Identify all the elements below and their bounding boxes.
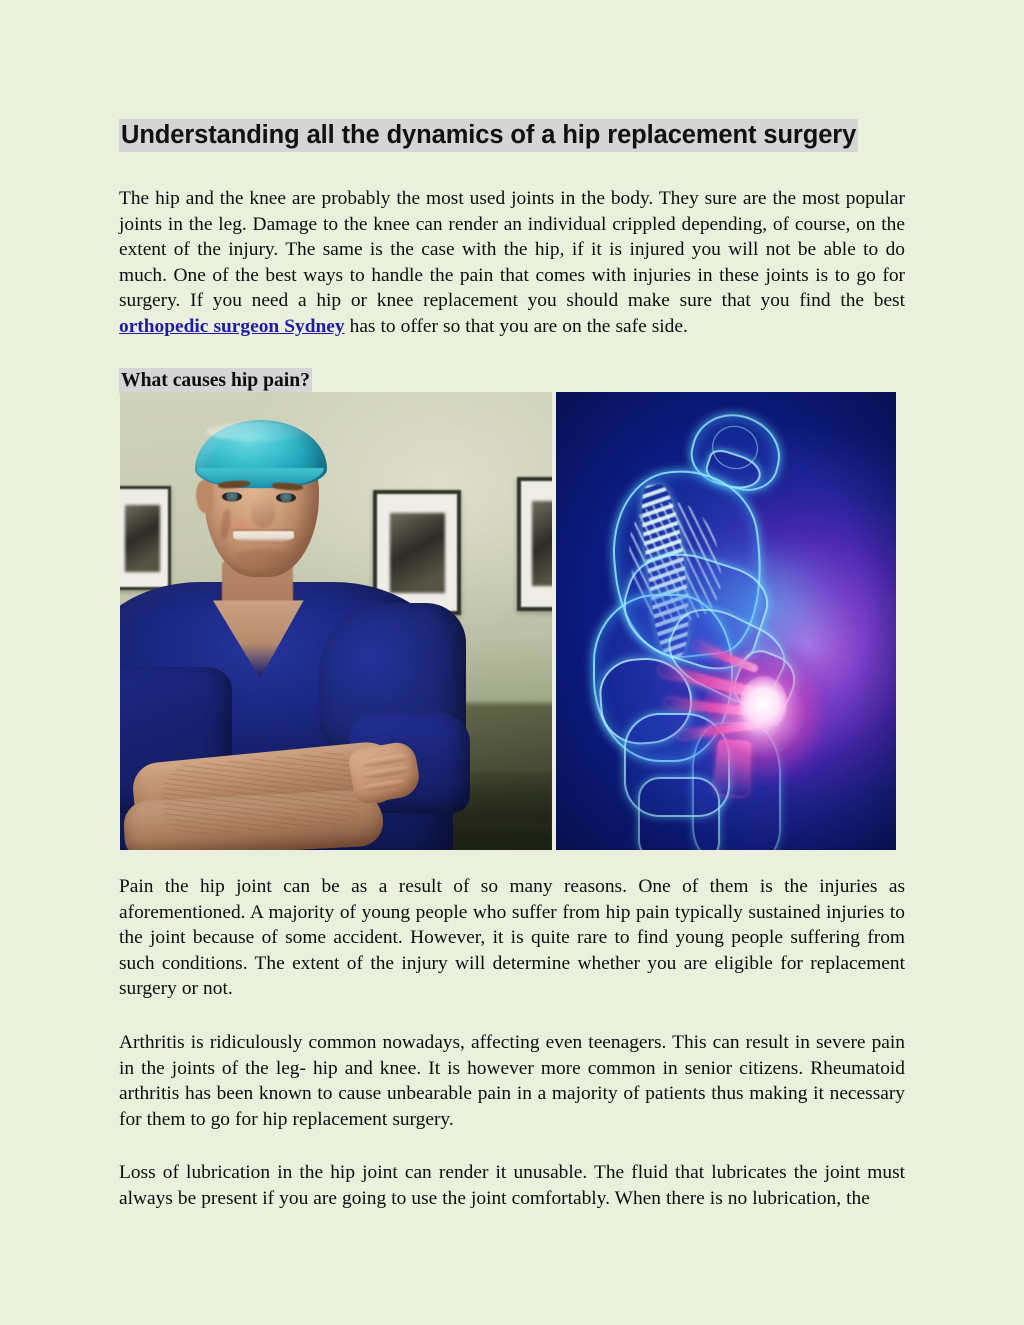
surgeon-ear [196, 480, 213, 513]
page-title-wrapper [119, 118, 905, 158]
surgical-cap-fold-highlight [206, 422, 310, 441]
surgeon-photo [120, 392, 552, 850]
paragraph-lubrication: Loss of lubrication in the hip joint can render it unusable. The fluid that lubricates the joint must always be present if you are going to use the joint comfortably. When there is no lubrication, the [119, 1162, 905, 1209]
article-content-lower [119, 874, 905, 1212]
paragraph-intro [119, 186, 905, 340]
surgeon-figure [120, 392, 552, 850]
paragraph-arthritis: Arthritis is ridiculously common nowadays, affecting even teenagers. This can result in severe pain in the joints of the leg- hip and knee. It is however more common in senior citizens. Rheumatoid arthritis has been known to cause unbearable pain in a majority of patients thus making it necessary for them to go for hip replacement surgery. [119, 1031, 905, 1130]
knee-pain-illustration [556, 392, 896, 850]
spacer-after-title [119, 158, 905, 186]
paragraph-intro-text-after-link: has to offer so that you are on the safe side. [344, 315, 688, 337]
surgeon-smiling-mouth [233, 531, 293, 543]
paragraph-hip-pain-causes: Pain the hip joint can be as a result of so many reasons. One of them is the injuries as aforementioned. A majority of young people who suffer from hip pain typically sustained injuries to the joint because of some accident. However, it is quite rare to find young people suffering from such conditions. The extent of the injury will determine whether you are eligible for replacement surgery or not. [119, 876, 905, 1000]
paragraph-intro-text-before-link: The hip and the knee are probably the most used joints in the body. They sure are the most popular joints in the leg. Damage to the knee can render an individual crippled depending, of course, on the extent of the injury. The same is the case with the hip, if it is injured you will not be able to do much. One of the best ways to handle the pain that comes with injuries in these joints is to go for surgery. If you need a hip or knee replacement you should make sure that you find the best [119, 188, 905, 312]
image-band [120, 392, 896, 850]
subheading-what-causes-hip-pain: What causes hip pain? [119, 368, 312, 394]
surgeon-left-eye [222, 492, 242, 501]
page-title: Understanding all the dynamics of a hip replacement surgery [119, 119, 858, 152]
article-content [119, 118, 905, 395]
spacer-between-paragraphs [119, 1002, 905, 1030]
surgeon-nose [251, 498, 274, 528]
subheading-wrapper [119, 368, 905, 395]
spacer-between-paragraphs [119, 1132, 905, 1160]
spacer-before-subheading [119, 340, 905, 368]
anatomy-vignette [556, 392, 896, 850]
orthopedic-surgeon-sydney-link[interactable]: orthopedic surgeon Sydney [119, 315, 345, 337]
